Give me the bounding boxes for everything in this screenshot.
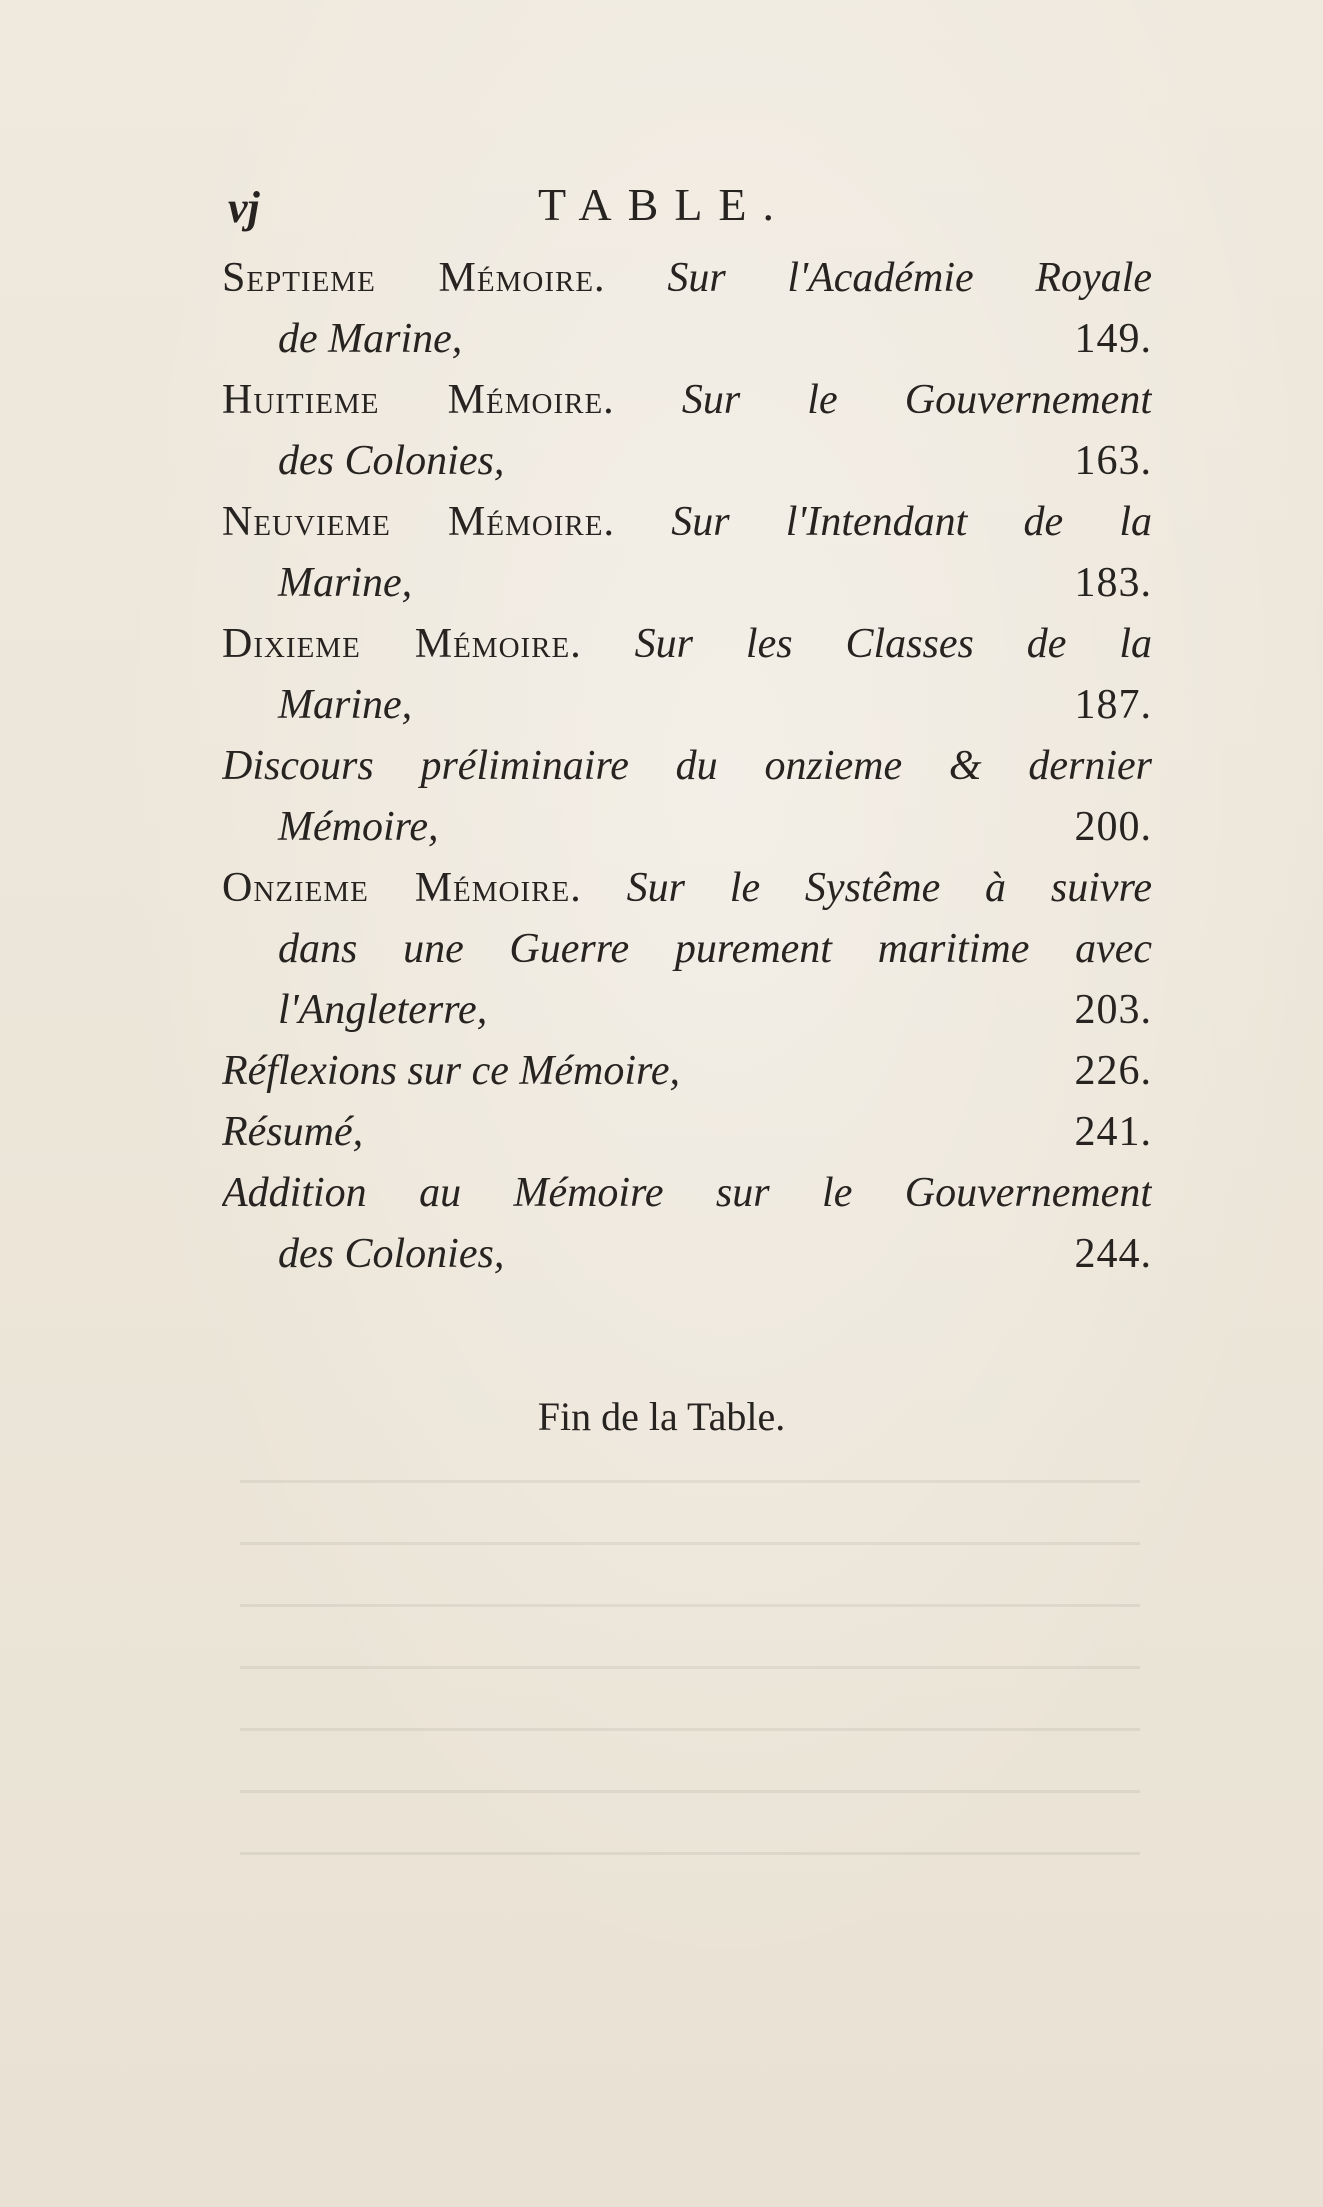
memoir-heading: Neuvieme Mémoire. (222, 499, 615, 545)
toc-line (222, 858, 1152, 919)
toc-line (222, 309, 1152, 370)
memoir-subject: l'Angleterre, (278, 987, 488, 1033)
section-title: Addition au Mémoire sur le Gouvernement (222, 1170, 1152, 1216)
toc-line (222, 370, 1152, 431)
page-number: 244. (1074, 1231, 1152, 1277)
toc-line (222, 675, 1152, 736)
table-of-contents (222, 248, 1152, 1285)
end-of-table: Fin de la Table. (537, 1394, 786, 1439)
toc-line (222, 919, 1152, 980)
toc-line (222, 553, 1152, 614)
memoir-subject: de Marine, (278, 316, 463, 362)
toc-entry (222, 858, 1152, 1041)
memoir-subject: Sur l'Académie Royale (667, 255, 1152, 301)
toc-line (222, 614, 1152, 675)
memoir-heading: Septieme Mémoire. (222, 255, 606, 301)
folio-number: vj (228, 183, 260, 232)
memoir-subject: Marine, (278, 682, 413, 728)
page-number: 241. (1074, 1109, 1152, 1155)
memoir-subject: Marine, (278, 560, 413, 606)
section-title: des Colonies, (278, 1231, 505, 1277)
page-number: 187. (1074, 682, 1152, 728)
toc-line (222, 1224, 1152, 1285)
memoir-subject: Sur les Classes de la (634, 621, 1152, 667)
page-number: 226. (1074, 1048, 1152, 1094)
memoir-subject: Sur le Systême à suivre (626, 865, 1152, 911)
toc-line (222, 1041, 1152, 1102)
toc-entry (222, 370, 1152, 492)
toc-entry (222, 248, 1152, 370)
section-title: Résumé, (222, 1109, 364, 1155)
toc-entry (222, 614, 1152, 736)
page-number: 149. (1074, 316, 1152, 362)
toc-line (222, 248, 1152, 309)
memoir-heading: Huitieme Mémoire. (222, 377, 615, 423)
show-through-texture (240, 1480, 1140, 1900)
memoir-heading: Dixieme Mémoire. (222, 621, 582, 667)
toc-line (222, 797, 1152, 858)
memoir-subject: dans une Guerre purement maritime avec (278, 926, 1152, 972)
toc-entry (222, 1041, 1152, 1102)
toc-entry (222, 1163, 1152, 1285)
discourse-title: Discours préliminaire du onzieme & dernier (222, 743, 1152, 789)
running-title: TABLE. (538, 179, 791, 230)
toc-entry (222, 1102, 1152, 1163)
page-number: 203. (1074, 987, 1152, 1033)
page-number: 200. (1074, 804, 1152, 850)
toc-line (222, 980, 1152, 1041)
toc-line (222, 431, 1152, 492)
memoir-subject: des Colonies, (278, 438, 505, 484)
toc-entry (222, 736, 1152, 858)
toc-line (222, 1102, 1152, 1163)
page-number: 183. (1074, 560, 1152, 606)
memoir-heading: Onzieme Mémoire. (222, 865, 582, 911)
page-header (228, 178, 1158, 238)
toc-line (222, 736, 1152, 797)
toc-line (222, 492, 1152, 553)
memoir-subject: Sur l'Intendant de la (671, 499, 1152, 545)
section-title: Réflexions sur ce Mémoire, (222, 1048, 680, 1094)
toc-entry (222, 492, 1152, 614)
page-number: 163. (1074, 438, 1152, 484)
discourse-title: Mémoire, (278, 804, 439, 850)
memoir-subject: Sur le Gouvernement (681, 377, 1152, 423)
toc-line (222, 1163, 1152, 1224)
